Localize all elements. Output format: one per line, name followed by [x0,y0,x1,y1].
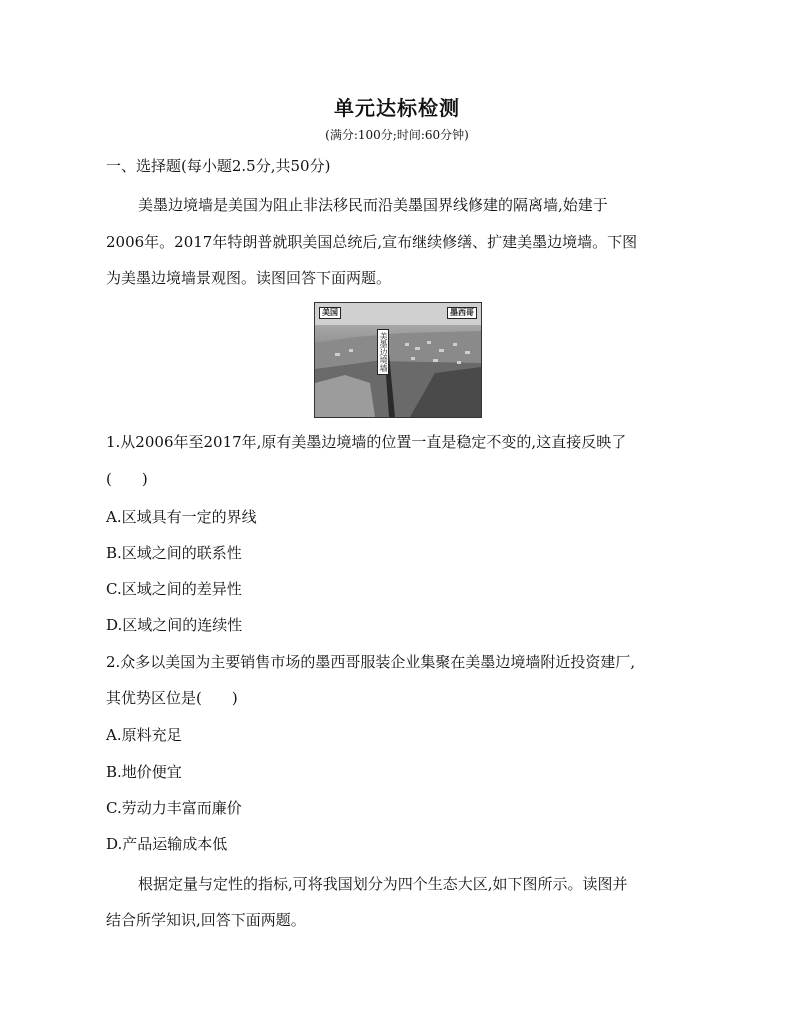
q1-option-c: C.区域之间的差异性 [106,580,242,598]
intro2-line1: 根据定量与定性的指标,可将我国划分为四个生态大区,如下图所示。读图并 [138,875,628,893]
page-subtitle: (满分:100分;时间:60分钟) [325,128,469,142]
intro1-line3: 为美墨边境墙景观图。读图回答下面两题。 [106,269,392,287]
q2-stem-line2: 其优势区位是( ) [106,689,238,707]
page-title: 单元达标检测 [334,96,460,120]
label-usa: 美国 [319,307,341,319]
border-wall-photo [314,302,482,418]
intro1-line1: 美墨边境墙是美国为阻止非法移民而沿美墨国界线修建的隔离墙,始建于 [138,196,608,214]
q1-option-d: D.区域之间的连续性 [106,616,243,634]
section-heading: 一、选择题(每小题2.5分,共50分) [106,157,331,175]
q2-option-c: C.劳动力丰富而廉价 [106,799,242,817]
q1-option-b: B.区域之间的联系性 [106,544,242,562]
q1-stem-line1: 1.从2006年至2017年,原有美墨边境墙的位置一直是稳定不变的,这直接反映了 [106,433,627,451]
q2-option-a: A.原料充足 [106,726,182,744]
photo-landscape [315,303,481,417]
label-border-wall: 美墨边境墙 [377,329,389,375]
q2-option-d: D.产品运输成本低 [106,835,228,853]
q1-option-a: A.区域具有一定的界线 [106,508,257,526]
q2-stem-line1: 2.众多以美国为主要销售市场的墨西哥服装企业集聚在美墨边境墙附近投资建厂, [106,653,636,671]
label-mexico: 墨西哥 [447,307,477,319]
q2-option-b: B.地价便宜 [106,763,182,781]
q1-stem-line2: ( ) [106,470,148,488]
intro1-line2: 2006年。2017年特朗普就职美国总统后,宣布继续修缮、扩建美墨边境墙。下图 [106,233,638,251]
intro2-line2: 结合所学知识,回答下面两题。 [106,911,306,929]
